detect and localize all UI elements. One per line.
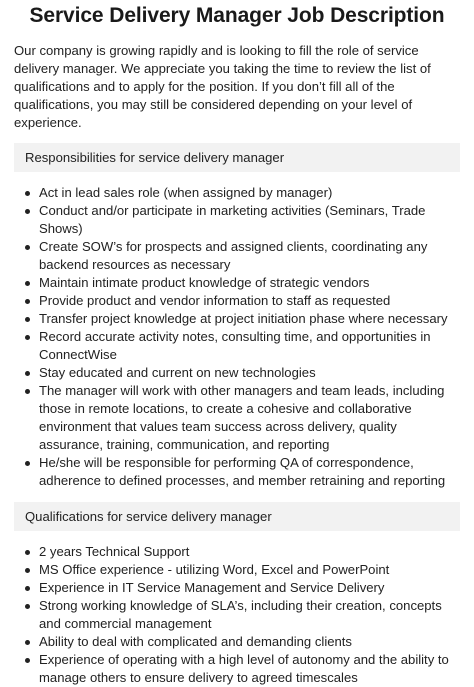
list-item-text: The manager will work with other managers and team leads, including those in remote locations, to create a cohesive and collaborative environment that values team success across delivery, quality assurance, training, communication, and reporting: [39, 383, 445, 452]
list-item-text: Conduct and/or participate in marketing activities (Seminars, Trade Shows): [39, 203, 426, 236]
list-item-text: He/she will be responsible for performing QA of correspondence, adherence to defined processes, and member retraining and reporting: [39, 455, 446, 488]
list-item: [24, 651, 460, 687]
list-item-text: Create SOW’s for prospects and assigned clients, coordinating any backend resources as necessary: [39, 239, 428, 272]
list-item-text: Act in lead sales role (when assigned by manager): [39, 185, 333, 200]
list-item: [24, 597, 460, 633]
list-item-text: MS Office experience - utilizing Word, Excel and PowerPoint: [39, 562, 390, 577]
list-item-text: Strong working knowledge of SLA’s, including their creation, concepts and commercial management: [39, 598, 442, 631]
list-item: [24, 364, 460, 382]
bullet-icon: [25, 389, 30, 394]
bullet-icon: [25, 604, 30, 609]
bullet-icon: [25, 281, 30, 286]
bullet-icon: [25, 317, 30, 322]
responsibilities-heading: Responsibilities for service delivery manager: [14, 143, 460, 172]
list-item: [24, 579, 460, 597]
bullet-icon: [25, 371, 30, 376]
list-item: [24, 202, 460, 238]
list-item: [24, 274, 460, 292]
page-title: Service Delivery Manager Job Description: [29, 4, 445, 27]
list-item-text: Record accurate activity notes, consulting time, and opportunities in ConnectWise: [39, 329, 431, 362]
list-item: [24, 328, 460, 364]
list-item-text: Experience in IT Service Management and Service Delivery: [39, 580, 385, 595]
list-item-text: Provide product and vendor information to staff as requested: [39, 293, 391, 308]
bullet-icon: [25, 245, 30, 250]
qualifications-heading: Qualifications for service delivery manager: [14, 502, 460, 531]
bullet-icon: [25, 586, 30, 591]
list-item: [24, 184, 460, 202]
list-item-text: Stay educated and current on new technologies: [39, 365, 316, 380]
list-item: [24, 310, 460, 328]
list-item-text: Transfer project knowledge at project initiation phase where necessary: [39, 311, 448, 326]
bullet-icon: [25, 461, 30, 466]
bullet-icon: [25, 191, 30, 196]
qualifications-list: [14, 543, 460, 687]
list-item: [24, 633, 460, 651]
list-item-text: Maintain intimate product knowledge of strategic vendors: [39, 275, 370, 290]
responsibilities-list: [14, 184, 460, 490]
list-item: [24, 292, 460, 310]
list-item-text: 2 years Technical Support: [39, 544, 190, 559]
list-item-text: Experience of operating with a high level of autonomy and the ability to manage others to ensure delivery to agreed timescales: [39, 652, 449, 685]
bullet-icon: [25, 299, 30, 304]
bullet-icon: [25, 550, 30, 555]
intro-paragraph: Our company is growing rapidly and is looking to fill the role of service delivery manager. We appreciate you taking the time to review the list of qualifications and to apply for the position. If you don’t fill all of the qualifications, you may still be considered depending on your level of experience.: [14, 43, 431, 130]
list-item: [24, 238, 460, 274]
bullet-icon: [25, 335, 30, 340]
list-item: [24, 382, 460, 454]
list-item: [24, 543, 460, 561]
bullet-icon: [25, 209, 30, 214]
list-item: [24, 561, 460, 579]
bullet-icon: [25, 640, 30, 645]
bullet-icon: [25, 568, 30, 573]
list-item: [24, 454, 460, 490]
list-item-text: Ability to deal with complicated and demanding clients: [39, 634, 352, 649]
